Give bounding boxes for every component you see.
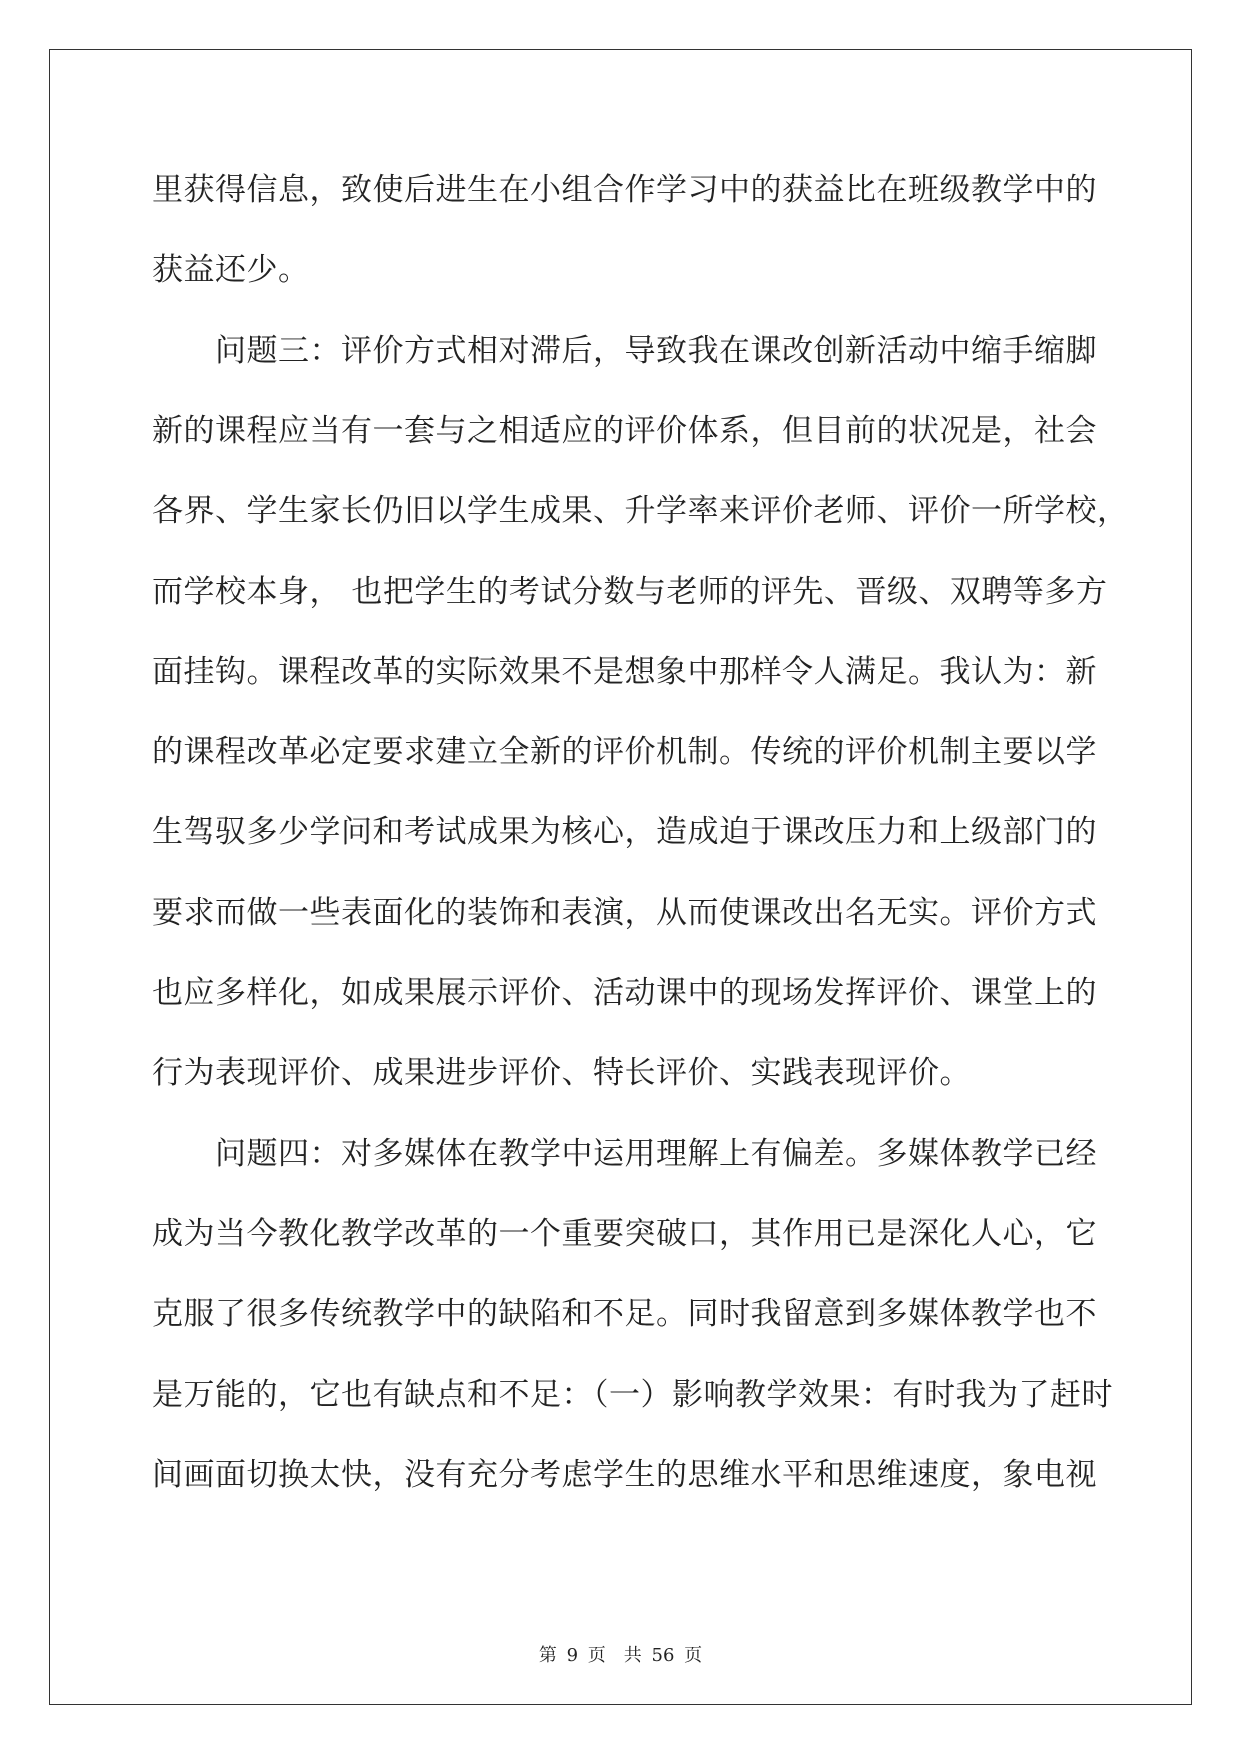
text-line: 各界、学生家长仍旧以学生成果、升学率来评价老师、评价一所学校， — [152, 493, 1129, 529]
text-line: 成为当今教化教学改革的一个重要突破口，其作用已是深化人心，它 — [152, 1216, 1097, 1252]
text-line: 克服了很多传统教学中的缺陷和不足。同时我留意到多媒体教学也不 — [152, 1296, 1097, 1332]
text-line: 要求而做一些表面化的装饰和表演，从而使课改出名无实。评价方式 — [152, 895, 1097, 931]
text-line: 面挂钩。课程改革的实际效果不是想象中那样令人满足。我认为：新 — [152, 654, 1097, 690]
text-line: 行为表现评价、成果进步评价、特长评价、实践表现评价。 — [152, 1055, 971, 1091]
text-line: 问题四：对多媒体在教学中运用理解上有偏差。多媒体教学已经 — [152, 1136, 1097, 1172]
text-line: 新的课程应当有一套与之相适应的评价体系，但目前的状况是，社会 — [152, 413, 1097, 449]
text-line: 获益还少。 — [152, 252, 310, 288]
page-number-footer: 第 9 页 共 56 页 — [538, 1645, 703, 1666]
text-line: 间画面切换太快，没有充分考虑学生的思维水平和思维速度，象电视 — [152, 1457, 1097, 1493]
text-line: 的课程改革必定要求建立全新的评价机制。传统的评价机制主要以学 — [152, 734, 1097, 770]
text-line: 是万能的，它也有缺点和不足：（一）影响教学效果：有时我为了赶时 — [152, 1377, 1113, 1413]
text-line: 问题三：评价方式相对滞后，导致我在课改创新活动中缩手缩脚 — [152, 333, 1097, 369]
text-line: 生驾驭多少学问和考试成果为核心，造成迫于课改压力和上级部门的 — [152, 814, 1097, 850]
text-line: 而学校本身， 也把学生的考试分数与老师的评先、晋级、双聘等多方 — [152, 574, 1108, 610]
text-line: 里获得信息，致使后进生在小组合作学习中的获益比在班级教学中的 — [152, 172, 1097, 208]
text-line: 也应多样化，如成果展示评价、活动课中的现场发挥评价、课堂上的 — [152, 975, 1097, 1011]
